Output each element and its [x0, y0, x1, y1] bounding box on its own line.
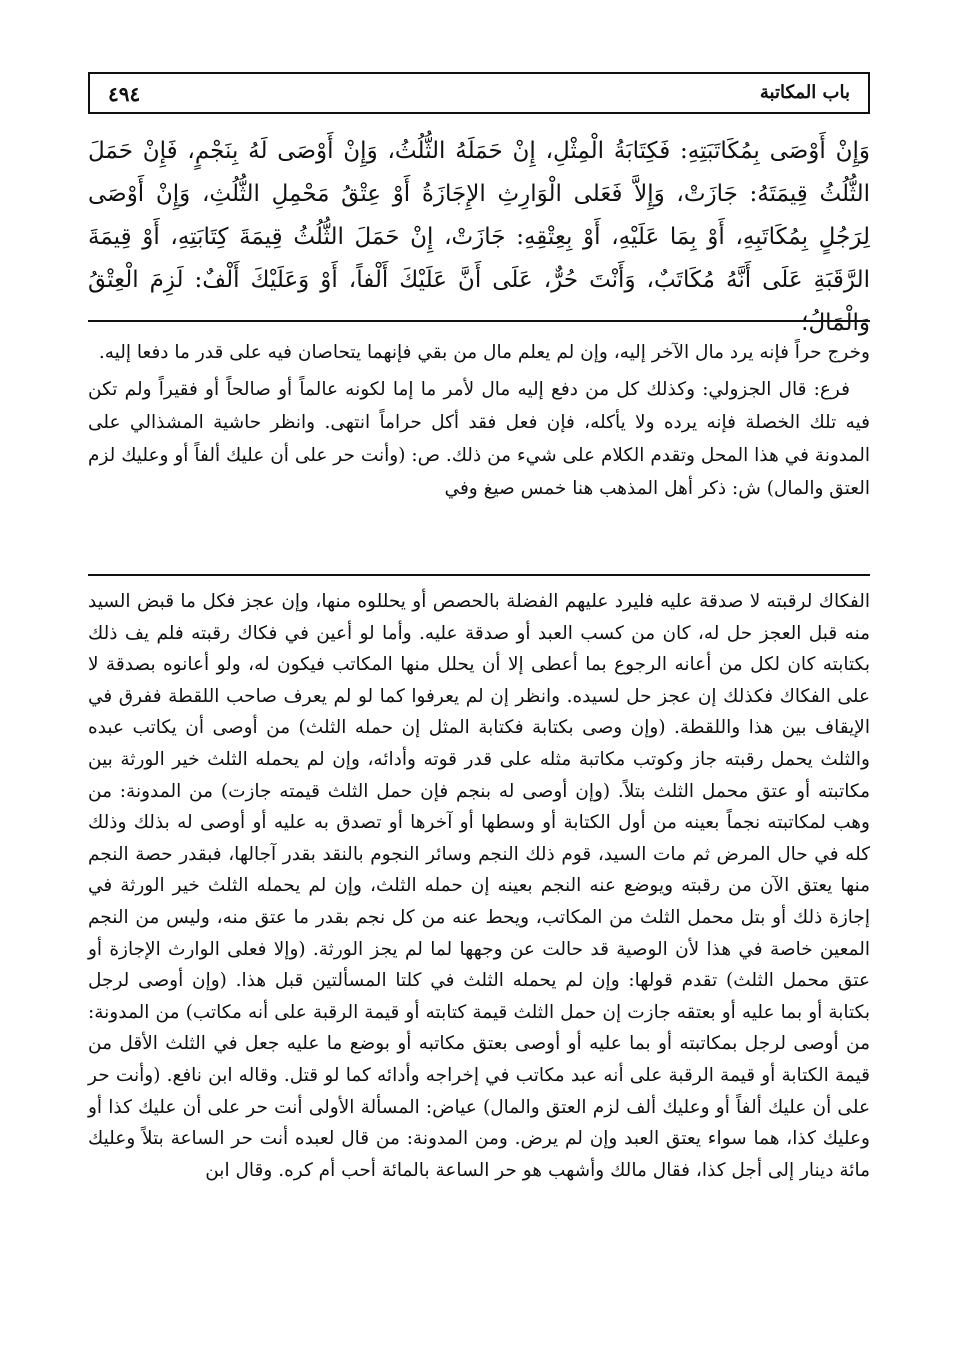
- commentary-block-2: [88, 586, 870, 1186]
- commentary-paragraph: الفكاك لرقبته لا صدقة عليه فليرد عليهم الفضلة بالحصص أو يحللوه منها، وإن عجز فكل ما قبض السيد منه قبل العجز حل له، كان من كسب العبد أو صدقة عليه. وأما لو أعين في فكاك رقبته فلم يف ذلك بكتابته كان لكل من أعانه الرجوع بما أعطى إلا أن يحلل منها المكاتب فيكون له، ولو أعانوه بصدقة لا على الفكاك فكذلك إن عجز حل لسيده. وانظر إن لم يعرفوا كما لو لم يعرف صاحب اللقطة ففرق في الإيقاف بين هذا واللقطة. (وإن وصى بكتابة فكتابة المثل إن حمله الثلث) من أوصى أن يكاتب عبده والثلث يحمل رقبته جاز وكوتب مكاتبة مثله على قدر قوته وأدائه، وإن لم يحمله الثلث خير الورثة بين مكاتبته أو عتق محمل الثلث بتلاً. (وإن أوصى له بنجم فإن حمل الثلث قيمته جازت) من المدونة: من وهب لمكاتبته نجماً بعينه من أول الكتابة أو وسطها أو آخرها أو تصدق به عليه أو أوصى له بذلك وذلك كله في حال المرض ثم مات السيد، قوم ذلك النجم وسائر النجوم بالنقد بقدر آجالها، فبقدر حصة النجم منها يعتق الآن من رقبته ويوضع عنه النجم بعينه إن حمله الثلث، وإن لم يحمله الثلث خير الورثة في إجازة ذلك أو بتل محمل الثلث من المكاتب، ويحط عنه من كل نجم بقدر ما عتق منه، وليس من النجم المعين خاصة في هذا لأن الوصية قد حالت عن وجهها لما لم يجز الورثة. (وإلا فعلى الوارث الإجازة أو عتق محمل الثلث) تقدم قولها: وإن لم يحمله الثلث في كلتا المسألتين قبل هذا. (وإن أوصى لرجل بكتابة أو بما عليه أو بعتقه جازت إن حمل الثلث قيمة كتابته أو قيمة الرقبة على أنه مكاتب) من المدونة: من أوصى لرجل بمكاتبته أو بما عليه أو أوصى بعتق مكاتبه أو بوضع ما عليه جعل في الثلث الأقل من قيمة الكتابة أو قيمة الرقبة على أنه عبد مكاتب في إخراجه وأدائه كما لو قتل. وقاله ابن نافع. (وأنت حر على أن عليك ألفاً أو وعليك ألف لزم العتق والمال) عياض: المسألة الأولى أنت حر على أن عليك كذا أو وعليك كذا، هما سواء يعتق العبد وإن لم يرض. ومن المدونة: من قال لعبده أنت حر الساعة بتلاً وعليك مائة دينار إلى أجل كذا، فقال مالك وأشهب هو حر الساعة بالمائة أحب أم كره. وقال ابن: [88, 591, 870, 1181]
- section-divider: [88, 320, 870, 322]
- page-number: ٤٩٤: [108, 82, 141, 106]
- commentary-paragraph: فرع: قال الجزولي: وكذلك كل من دفع إليه مال لأمر ما إما لكونه عالماً أو صالحاً أو فقيراً ولم تكن فيه تلك الخصلة فإنه يرده ولا يأكله، فإن فعل فقد أكل حراماً انتهى. وانظر حاشية المشذالي على المدونة في هذا المحل وتقدم الكلام على شيء من ذلك. ص: (وأنت حر على أن عليك ألفاً أو وعليك لزم العتق والمال) ش: ذكر أهل المذهب هنا خمس صيغ وفي: [88, 379, 870, 499]
- commentary-paragraph: وخرج حراً فإنه يرد مال الآخر إليه، وإن لم يعلم مال من بقي فإنهما يتحاصان فيه على قدر ما دفعا إليه.: [98, 342, 870, 363]
- section-divider: [88, 574, 870, 576]
- page-header: [88, 72, 870, 114]
- chapter-title: باب المكاتبة: [759, 82, 850, 103]
- commentary-block-1: [88, 336, 870, 505]
- main-text: وَإِنْ أَوْصَى بِمُكَاتَبَتِهِ: فَكِتَابَةُ الْمِثْلِ، إِنْ حَمَلَهُ الثُّلُثُ، وَإِنْ أَوْصَى لَهُ بِنَجْمٍ، فَإِنْ حَمَلَ الثُّلُثُ قِيمَتَهُ: جَازَتْ، وَإِلاَّ فَعَلى الْوَارِثِ الإِجَازَةُ أَوْ عِتْقُ مَحْمِلِ الثُّلُثِ، وَإِنْ أَوْصَى لِرَجُلٍ بِمُكَاتَبِهِ، أَوْ بِمَا عَلَيْهِ، أَوْ بِعِتْقِهِ: جَازَتْ، إِنْ حَمَلَ الثُّلُثُ قِيمَةَ كِتَابَتِهِ، أَوْ قِيمَةَ الرَّقَبَةِ عَلَى أَنَّهُ مُكَاتَبٌ، وَأَنْتَ حُرٌّ، عَلَى أَنَّ عَلَيْكَ أَلْفاً، أَوْ وَعَلَيْكَ أَلْفٌ: لَزِمَ الْعِتْقُ وَالْمَالُ؛: [88, 138, 870, 336]
